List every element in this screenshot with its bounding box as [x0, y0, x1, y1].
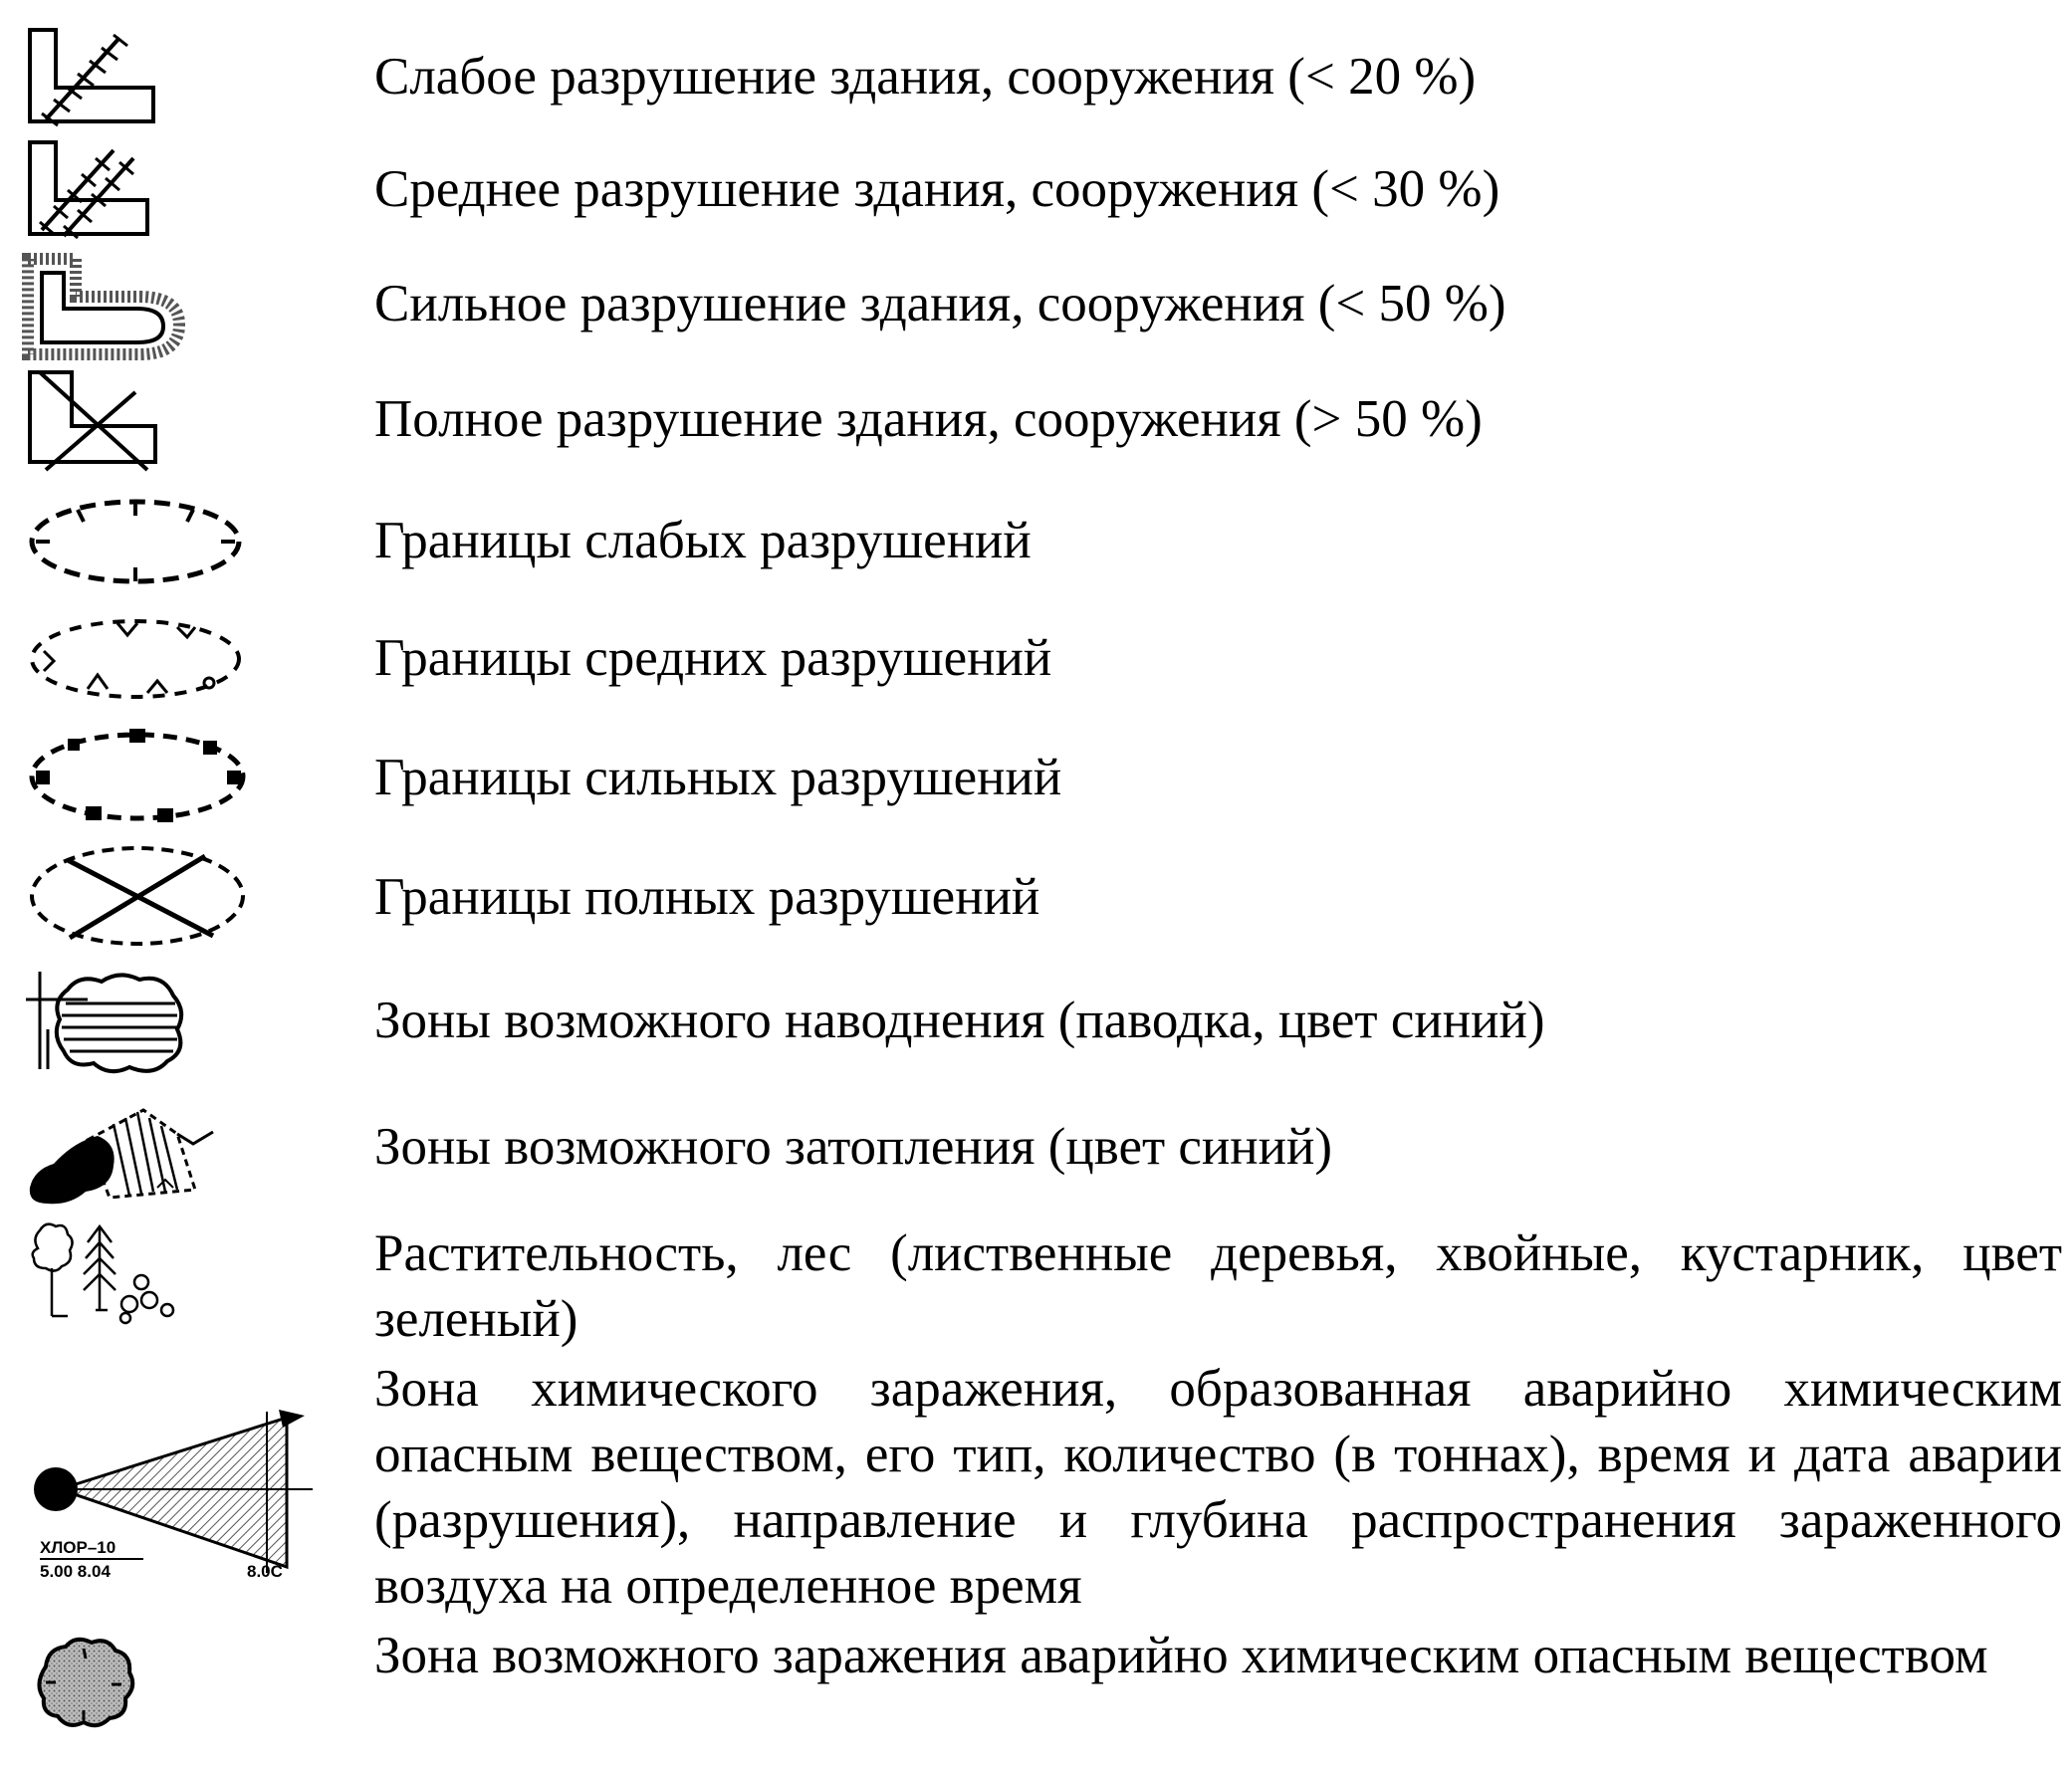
- legend-text: Растительность, лес (лиственные деревья, хвойные, кустарник, цвет зеленый): [374, 1224, 2062, 1348]
- weak-destruction-boundary-icon: [18, 486, 317, 595]
- legend-text: Среднее разрушение здания, сооружения (< 30 %): [374, 160, 1500, 218]
- building-medium-destruction-icon: [18, 134, 317, 244]
- possible-chemical-contamination-icon: [18, 1625, 317, 1764]
- full-destruction-boundary-icon: [18, 838, 317, 956]
- legend-item-inundation-zone: [0, 1080, 2072, 1210]
- legend-text: Зоны возможного наводнения (паводка, цвет синий): [374, 992, 1545, 1049]
- strong-destruction-boundary-icon: [18, 721, 317, 832]
- legend-item-strong-zone: [0, 721, 2072, 832]
- legend-item-medium-destruction: [0, 134, 2072, 244]
- chemical-time-date-label: 5.00 8.04: [40, 1562, 111, 1581]
- legend-item-vegetation: [0, 1217, 2072, 1348]
- legend-text: Зона химического заражения, образованная аварийно химическим опасным веществом, его тип, количество (в тоннах), время и дата аварии (разрушения), направление и глубина распространения зараженного воздуха на определенное время: [374, 1360, 2062, 1615]
- legend-text: Границы средних разрушений: [374, 629, 1052, 687]
- legend-text: Границы полных разрушений: [374, 868, 1040, 926]
- legend-item-strong-destruction: [0, 247, 2072, 358]
- legend-item-flood-zone: [0, 966, 2072, 1077]
- legend-text: Зоны возможного затопления (цвет синий): [374, 1118, 1333, 1176]
- chemical-substance-label: ХЛОР–10: [40, 1538, 116, 1557]
- inundation-zone-icon: [18, 1080, 317, 1210]
- building-full-destruction-icon: [18, 366, 317, 474]
- chemical-depth-label: 8.0С: [247, 1562, 283, 1581]
- legend-text: Зона возможного заражения аварийно химическим опасным веществом: [374, 1627, 1988, 1684]
- flood-zone-icon: [18, 966, 317, 1077]
- legend-item-full-destruction: [0, 366, 2072, 474]
- legend-text: Слабое разрушение здания, сооружения (< 20 %): [374, 48, 1477, 106]
- legend-item-weak-zone: [0, 486, 2072, 595]
- legend-text: Границы слабых разрушений: [374, 512, 1032, 569]
- legend-item-chemical-zone: [0, 1356, 2072, 1619]
- medium-destruction-boundary-icon: [18, 603, 317, 713]
- vegetation-forest-icon: [18, 1217, 317, 1342]
- legend-text: Полное разрушение здания, сооружения (> 50 %): [374, 390, 1483, 448]
- legend-item-full-zone: [0, 838, 2072, 956]
- legend-text: Сильное разрушение здания, сооружения (< 50 %): [374, 275, 1506, 332]
- legend-item-medium-zone: [0, 603, 2072, 713]
- legend-text: Границы сильных разрушений: [374, 749, 1062, 806]
- chemical-contamination-zone-icon: [18, 1356, 317, 1619]
- building-weak-destruction-icon: [18, 20, 317, 129]
- legend-item-weak-destruction: [0, 20, 2072, 129]
- building-strong-destruction-icon: [18, 247, 317, 358]
- legend-item-possible-chemical-zone: [0, 1625, 2072, 1764]
